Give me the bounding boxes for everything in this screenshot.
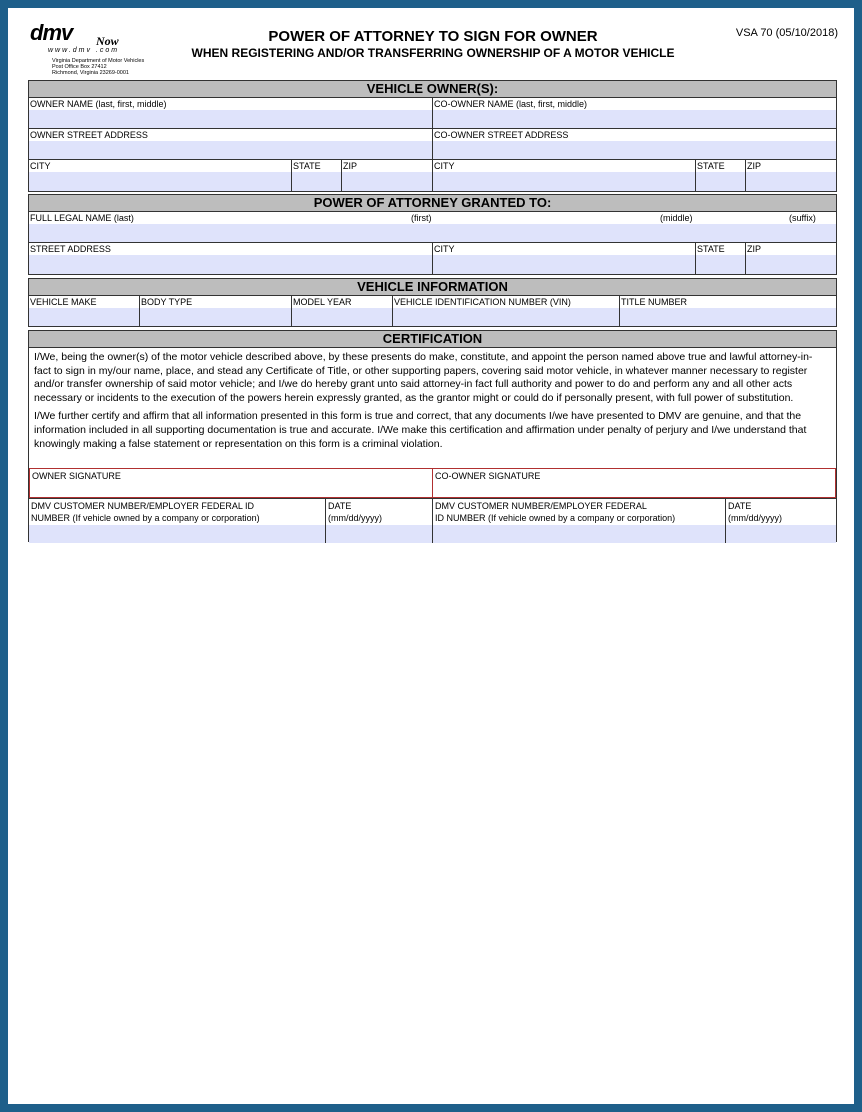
coowner-zip-input[interactable] (746, 172, 836, 191)
owner-street-input[interactable] (29, 141, 432, 159)
coowner-id-input[interactable] (433, 525, 725, 543)
label-last: FULL LEGAL NAME (last) (30, 213, 134, 223)
field-label: ZIP (343, 161, 358, 171)
field-label: VEHICLE MAKE (30, 297, 97, 307)
field-label: CITY (434, 244, 455, 254)
attorney-street-input[interactable] (29, 255, 432, 274)
owner-date-input[interactable] (326, 525, 432, 543)
date-format: (mm/dd/yyyy) (328, 513, 382, 523)
field-label (29, 212, 836, 224)
form-number: VSA 70 (05/10/2018) (735, 27, 838, 39)
section-heading: VEHICLE INFORMATION (29, 279, 836, 296)
field-label: VEHICLE IDENTIFICATION NUMBER (VIN) (394, 297, 571, 307)
id-date-row (29, 498, 836, 543)
field-label: STREET ADDRESS (30, 244, 111, 254)
logo-now: Now (96, 34, 119, 48)
field-label: CITY (30, 161, 51, 171)
vehicle-make-field[interactable] (29, 296, 140, 326)
owner-id-field[interactable] (29, 499, 326, 543)
field-label: OWNER STREET ADDRESS (30, 130, 148, 140)
coowner-date-input[interactable] (726, 525, 836, 543)
owner-state-field[interactable] (292, 160, 342, 191)
dmv-logo (30, 20, 170, 78)
coowner-date-field[interactable] (726, 499, 836, 543)
label-suffix: (suffix) (789, 213, 816, 223)
certification-text (29, 348, 836, 451)
owner-id-label-2: NUMBER (If vehicle owned by a company or corporation) (31, 513, 260, 523)
model-year-field[interactable] (292, 296, 393, 326)
coowner-state-field[interactable] (696, 160, 746, 191)
field-label: ZIP (747, 161, 762, 171)
certification-para-1: I/We, being the owner(s) of the motor vehicle described above, by these presents do make, constitute, and appoint the person named above true and lawful attorney-in-fact to sign in my/our name, place, and stead any Certificate of Title, or other supporting papers, covering said motor vehicle, in whatever manner necessary to register and/or transfer ownership of said motor vehicle; and I/we do hereby grant unto said attorney-in fact full authority and power to do and perform any and all other acts necessary or incidents to the execution of the powers herein expressly granted, as the grantor might or could do if personally present, with full power of substitution. (34, 351, 813, 404)
owner-name-row (29, 98, 836, 129)
title-number-field[interactable] (620, 296, 836, 326)
section-heading: VEHICLE OWNER(S): (29, 81, 836, 98)
vehicle-owners-section (28, 80, 837, 192)
coowner-city-field[interactable] (433, 160, 696, 191)
attorney-section (28, 194, 837, 275)
field-label: CITY (434, 161, 455, 171)
logo-line-1: Virginia Department of Motor Vehicles (52, 58, 145, 64)
field-label: STATE (293, 161, 321, 171)
field-label: BODY TYPE (141, 297, 193, 307)
street-row (29, 129, 836, 160)
attorney-name-field[interactable] (29, 212, 836, 242)
form-page (8, 8, 854, 1104)
field-label: OWNER SIGNATURE (32, 471, 121, 481)
owner-name-input[interactable] (29, 110, 432, 128)
coowner-street-field[interactable] (433, 129, 836, 159)
field-label (29, 499, 325, 524)
attorney-name-input[interactable] (29, 224, 836, 242)
coowner-zip-field[interactable] (746, 160, 836, 191)
coowner-street-input[interactable] (433, 141, 836, 159)
owner-city-input[interactable] (29, 172, 291, 191)
attorney-city-input[interactable] (433, 255, 695, 274)
field-label: OWNER NAME (last, first, middle) (30, 99, 167, 109)
field-label: CO-OWNER NAME (last, first, middle) (434, 99, 588, 109)
form-subtitle: WHEN REGISTERING AND/OR TRANSFERRING OWNERSHIP OF A MOTOR VEHICLE (191, 46, 675, 60)
owner-zip-field[interactable] (342, 160, 433, 191)
field-label: TITLE NUMBER (621, 297, 688, 307)
attorney-city-field[interactable] (433, 243, 696, 274)
owner-signature-field[interactable] (29, 468, 433, 498)
owner-name-field[interactable] (29, 98, 433, 128)
form-title: POWER OF ATTORNEY TO SIGN FOR OWNER (268, 28, 598, 45)
attorney-name-row (29, 212, 836, 243)
coowner-state-input[interactable] (696, 172, 745, 191)
coowner-name-field[interactable] (433, 98, 836, 128)
coowner-city-input[interactable] (433, 172, 695, 191)
logo-line-2: Post Office Box 27412 (52, 64, 107, 70)
attorney-address-row (29, 243, 836, 274)
body-type-field[interactable] (140, 296, 292, 326)
owner-zip-input[interactable] (342, 172, 432, 191)
attorney-state-input[interactable] (696, 255, 745, 274)
model-year-input[interactable] (292, 308, 392, 326)
label-first: (first) (411, 213, 432, 223)
owner-id-label-1: DMV CUSTOMER NUMBER/EMPLOYER FEDERAL ID (31, 501, 255, 511)
coowner-id-label-1: DMV CUSTOMER NUMBER/EMPLOYER FEDERAL (435, 501, 647, 511)
vehicle-info-row (29, 296, 836, 326)
date-format: (mm/dd/yyyy) (728, 513, 782, 523)
body-type-input[interactable] (140, 308, 291, 326)
section-heading: CERTIFICATION (29, 331, 836, 348)
attorney-state-field[interactable] (696, 243, 746, 274)
field-label (326, 499, 432, 524)
field-label: CO-OWNER SIGNATURE (435, 471, 541, 481)
vin-input[interactable] (393, 308, 619, 326)
coowner-name-input[interactable] (433, 110, 836, 128)
attorney-zip-input[interactable] (746, 255, 836, 274)
owner-city-field[interactable] (29, 160, 292, 191)
field-label: MODEL YEAR (293, 297, 352, 307)
owner-street-field[interactable] (29, 129, 433, 159)
logo-web: www.dmv .com (48, 47, 120, 54)
label-middle: (middle) (660, 213, 693, 223)
field-label: STATE (697, 244, 725, 254)
field-label (726, 499, 836, 524)
coowner-id-field[interactable] (433, 499, 726, 543)
date-label: DATE (328, 501, 352, 511)
vin-field[interactable] (393, 296, 620, 326)
field-label: ZIP (747, 244, 762, 254)
city-row (29, 160, 836, 191)
vehicle-make-input[interactable] (29, 308, 139, 326)
field-label: STATE (697, 161, 725, 171)
certification-para-2: I/We further certify and affirm that all information presented in this form is true and correct, that any documents I/we have presented to DMV are genuine, and that the information included in all supporting documentation is true and accurate. I/We make this certification and affirmation under penalty of perjury and I/we understand that knowingly making a false statement or representation on this form is a criminal violation. (34, 410, 807, 450)
owner-date-field[interactable] (326, 499, 433, 543)
title-number-input[interactable] (620, 308, 836, 326)
certification-section (28, 330, 837, 542)
coowner-id-label-2: ID NUMBER (If vehicle owned by a company or corporation) (435, 513, 676, 523)
owner-id-input[interactable] (29, 525, 325, 543)
logo-brand: dmv (30, 20, 73, 45)
field-label: CO-OWNER STREET ADDRESS (434, 130, 569, 140)
signature-row (29, 468, 836, 498)
section-heading: POWER OF ATTORNEY GRANTED TO: (29, 195, 836, 212)
coowner-signature-field[interactable] (433, 468, 836, 498)
attorney-street-field[interactable] (29, 243, 433, 274)
attorney-zip-field[interactable] (746, 243, 836, 274)
date-label: DATE (728, 501, 752, 511)
owner-state-input[interactable] (292, 172, 341, 191)
logo-line-3: Richmond, Virginia 23269-0001 (52, 70, 129, 76)
field-label (433, 499, 725, 524)
vehicle-info-section (28, 278, 837, 327)
